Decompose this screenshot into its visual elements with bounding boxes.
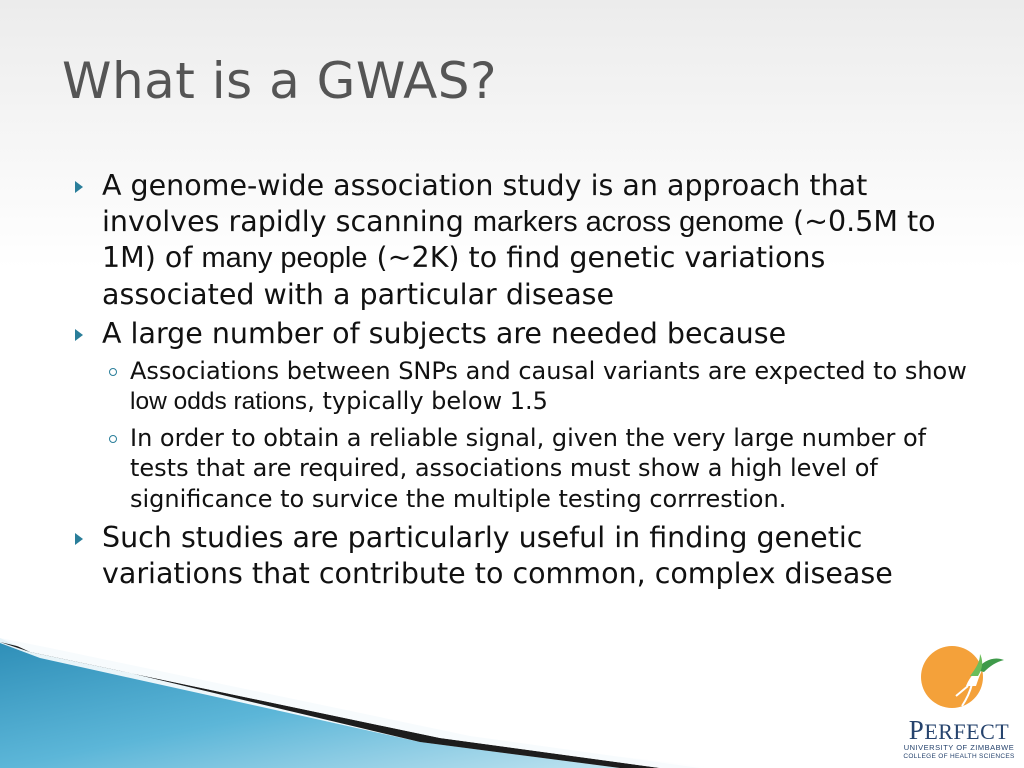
hummingbird-sun-icon (918, 646, 1008, 710)
bullet-item (72, 168, 972, 312)
sub-bullet-item (72, 356, 972, 418)
logo-initial: P (908, 715, 925, 745)
logo-wordmark (904, 715, 1014, 746)
logo-college: COLLEGE OF HEALTH SCIENCES (903, 753, 1015, 760)
logo-name-rest: ERFECT (924, 719, 1010, 744)
sub-bullet-text: In order to obtain a reliable signal, given the very large number of tests that are required, associations must show a high level of significance to survice the multiple testing corrrestion. (130, 423, 927, 513)
bullet-item (72, 316, 972, 352)
sub-bullet-text: Associations between SNPs and causal variants are expected to show (130, 356, 967, 385)
corner-swoosh-decoration (0, 638, 720, 768)
bullet-highlight: markers across genome (472, 205, 784, 238)
slide-title: What is a GWAS? (62, 52, 498, 110)
bullet-list (72, 168, 972, 595)
bullet-text: (~0.5M to 1M) of (102, 204, 936, 274)
bullet-arrow-icon (75, 533, 83, 545)
sub-bullet-ring-icon (109, 435, 117, 443)
bullet-text: Such studies are particularly useful in finding genetic variations that contribute to common, complex disease (102, 521, 893, 590)
sub-bullet-highlight: low odds ration (130, 388, 295, 415)
bullet-arrow-icon (75, 181, 83, 193)
sub-bullet-item (72, 423, 972, 515)
bullet-item (72, 520, 972, 591)
sub-bullet-text: s, typically below 1.5 (294, 387, 548, 415)
logo-university: UNIVERSITY OF ZIMBABWE (903, 743, 1015, 752)
bullet-text: A genome-wide association study is an approach that involves rapidly scanning (102, 169, 868, 238)
perfect-logo (900, 640, 1018, 765)
bullet-text: A large number of subjects are needed because (102, 317, 787, 350)
bullet-text: (~2K) to find genetic variations associated with a particular disease (102, 241, 826, 311)
sub-bullet-ring-icon (109, 368, 117, 376)
bullet-highlight: many people (201, 242, 368, 274)
bullet-arrow-icon (75, 329, 83, 341)
